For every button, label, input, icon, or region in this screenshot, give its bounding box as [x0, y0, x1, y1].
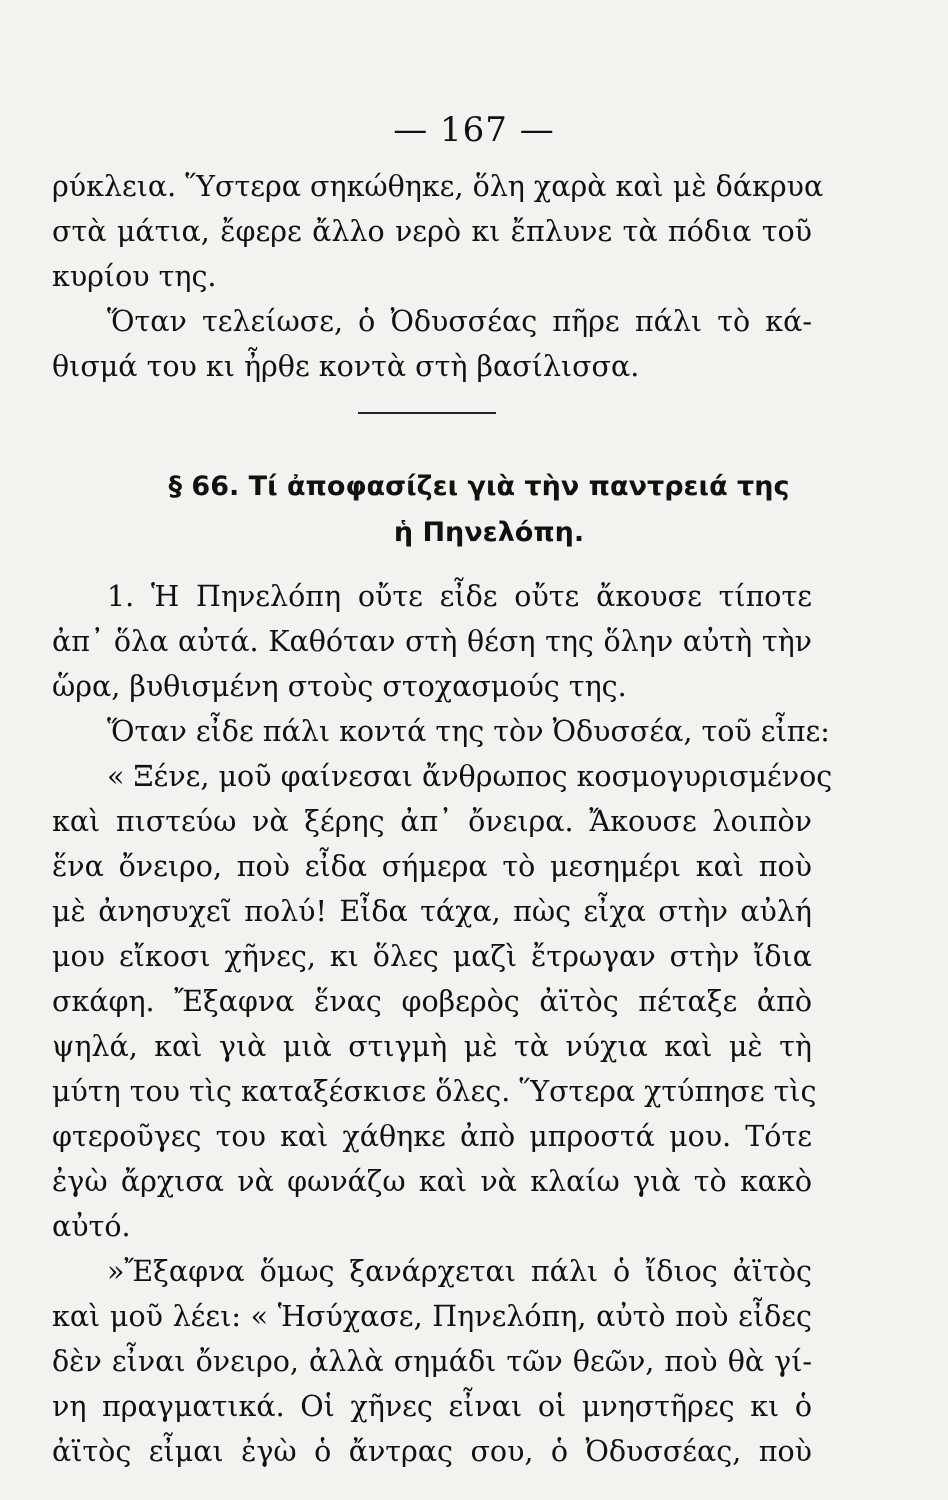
- text-line: 1. Ἡ Πηνελόπη οὔτε εἶδε οὔτε ἄκουσε τίποτε: [107, 580, 812, 613]
- text-line: Ὅταν εἶδε πάλι κοντά της τὸν Ὀδυσσέα, τοῦ εἶπε:: [107, 715, 830, 748]
- text-line: ἕνα ὄνειρο, ποὺ εἶδα σήμερα τὸ μεσημέρι καὶ ποὺ: [52, 850, 812, 883]
- text-block-body: [52, 574, 833, 1474]
- text-line: μου εἴκοσι χῆνες, κι ὅλες μαζὶ ἔτρωγαν στὴν ἴδια: [52, 940, 812, 973]
- text-line: μὲ ἀνησυχεῖ πολύ! Εἶδα τάχα, πὼς εἶχα στὴν αὐλή: [52, 895, 812, 928]
- text-line: ἐγὼ ἄρχισα νὰ φωνάζω καὶ νὰ κλαίω γιὰ τὸ κακὸ: [52, 1165, 812, 1198]
- text-line: ἀϊτὸς εἶμαι ἐγὼ ὁ ἄντρας σου, ὁ Ὀδυσσέας, ποὺ: [52, 1435, 812, 1468]
- text-line: ἀπ᾿ ὅλα αὐτά. Καθόταν στὴ θέση της ὅλην αὐτὴ τὴν: [52, 625, 812, 658]
- text-line: κυρίου της.: [52, 260, 217, 293]
- text-line: δὲν εἶναι ὄνειρο, ἀλλὰ σημάδι τῶν θεῶν, ποὺ θὰ γί-: [52, 1345, 812, 1378]
- text-block-top: [52, 164, 824, 389]
- section-divider: [358, 412, 496, 414]
- section-heading-line: ἡ Πηνελόπη.: [393, 517, 585, 548]
- text-line: »Ἔξαφνα ὅμως ξανάρχεται πάλι ὁ ἴδιος ἀϊτὸς: [107, 1255, 812, 1288]
- text-line: φτεροῦγες του καὶ χάθηκε ἀπὸ μπροστά μου. Τότε: [52, 1120, 812, 1153]
- text-line: « Ξένε, μοῦ φαίνεσαι ἄνθρωπος κοσμογυρισμένος: [107, 760, 833, 793]
- page-number: — 167 —: [393, 110, 555, 150]
- text-line: Ὅταν τελείωσε, ὁ Ὀδυσσέας πῆρε πάλι τὸ κά-: [107, 305, 812, 338]
- text-line: μύτη του τὶς καταξέσκισε ὅλες. Ὕστερα χτύπησε τὶς: [52, 1075, 817, 1108]
- text-line: ψηλά, καὶ γιὰ μιὰ στιγμὴ μὲ τὰ νύχια καὶ μὲ τὴ: [52, 1030, 812, 1063]
- section-heading-line: § 66. Τί ἀποφασίζει γιὰ τὴν παντρειά της: [168, 471, 790, 502]
- text-line: καὶ πιστεύω νὰ ξέρης ἀπ᾿ ὄνειρα. Ἄκουσε λοιπὸν: [52, 805, 812, 838]
- section-heading: [0, 464, 948, 556]
- text-line: στὰ μάτια, ἔφερε ἄλλο νερὸ κι ἔπλυνε τὰ πόδια τοῦ: [52, 215, 812, 248]
- text-line: ρύκλεια. Ὕστερα σηκώθηκε, ὅλη χαρὰ καὶ μὲ δάκρυα: [52, 170, 824, 203]
- text-line: θισμά του κι ἦρθε κοντὰ στὴ βασίλισσα.: [52, 350, 640, 383]
- text-line: νη πραγματικά. Οἱ χῆνες εἶναι οἱ μνηστῆρες κι ὁ: [52, 1390, 812, 1423]
- text-line: σκάφη. Ἔξαφνα ἕνας φοβερὸς ἀϊτὸς πέταξε ἀπὸ: [52, 985, 812, 1018]
- text-line: ὥρα, βυθισμένη στοὺς στοχασμούς της.: [52, 670, 627, 703]
- text-line: καὶ μοῦ λέει: « Ἡσύχασε, Πηνελόπη, αὐτὸ ποὺ εἶδες: [52, 1300, 812, 1333]
- text-line: αὐτό.: [52, 1210, 131, 1243]
